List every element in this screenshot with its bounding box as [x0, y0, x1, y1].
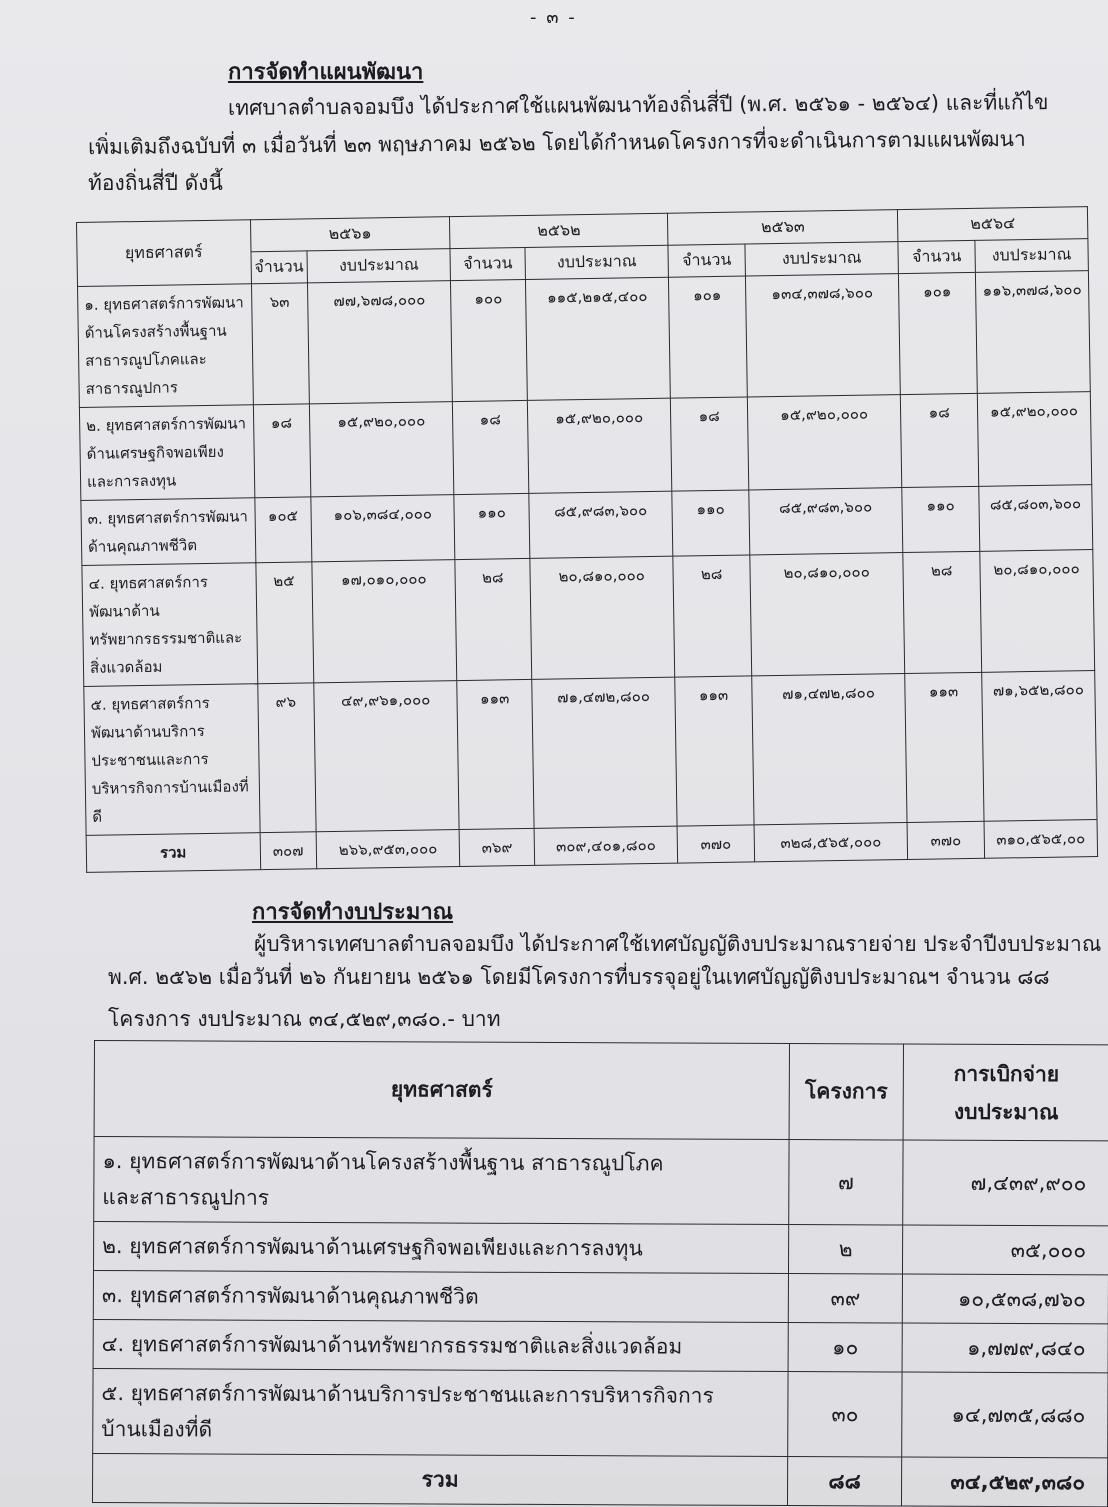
budget-cell: ๗๑,๔๗๒,๘๐๐	[752, 674, 908, 825]
budget-header: งบประมาณ	[307, 249, 451, 283]
plan-line-3: ท้องถิ่นสี่ปี ดังนี้	[88, 171, 223, 195]
projects-cell: ๒	[789, 1225, 903, 1274]
disbursement-header-line-1: การเบิกจ่าย	[953, 1061, 1060, 1086]
budget-header: งบประมาณ	[745, 242, 899, 276]
count-cell: ๑๑๓	[675, 676, 754, 826]
projects-cell: ๗	[789, 1140, 903, 1225]
amount-cell: ๑,๗๗๙,๘๔๐	[902, 1323, 1108, 1373]
total-budget-cell: ๓๑๐,๕๖๕,๐๐	[984, 820, 1098, 859]
count-cell: ๑๑๐	[672, 490, 750, 556]
budget-cell: ๗๑,๖๕๒,๘๐๐	[982, 671, 1097, 822]
count-header: จำนวน	[898, 240, 975, 273]
count-cell: ๑๐๕	[254, 497, 312, 563]
table-row	[93, 1271, 1108, 1324]
count-cell: ๑๐๐	[451, 279, 528, 401]
budget-line-2: พ.ศ. ๒๕๖๒ เมื่อวันที่ ๒๖ กันยายน ๒๕๖๑ โดยมีโครงการที่บรรจุอยู่ในเทศบัญญัติงบประมาณฯ จำนวน ๘๘	[108, 965, 1050, 989]
total-label: รวม	[92, 1453, 787, 1505]
budget-header: งบประมาณ	[525, 245, 669, 279]
total-count-cell: ๓๖๙	[459, 828, 534, 866]
count-cell: ๑๐๑	[669, 276, 748, 398]
strategy-name: ๓. ยุทธศาสตร์การพัฒนาด้านคุณภาพชีวิต	[81, 498, 256, 566]
budget-cell: ๑๕,๙๒๐,๐๐๐	[977, 392, 1092, 487]
budget-cell: ๑๐๖,๓๘๔,๐๐๐	[311, 495, 455, 562]
table-row	[84, 671, 1097, 836]
count-cell: ๑๘	[901, 393, 979, 487]
year-header: ๒๕๖๔	[898, 207, 1088, 242]
table-row	[93, 1319, 1108, 1372]
total-row	[92, 1453, 1107, 1506]
projects-cell: ๓๙	[788, 1274, 902, 1323]
count-cell: ๑๘	[253, 404, 311, 498]
count-cell: ๑๘	[671, 397, 749, 491]
strategy-name: ๕. ยุทธศาสตร์การพัฒนาด้านบริการประชาชนและการบริหารกิจการบ้านเมืองที่ดี	[84, 684, 260, 836]
budget-cell: ๑๕,๙๒๐,๐๐๐	[747, 395, 902, 490]
projects-cell: ๑๐	[788, 1323, 902, 1372]
count-header: จำนวน	[450, 247, 525, 280]
strategy-name: ๓. ยุทธศาสตร์การพัฒนาด้านคุณภาพชีวิต	[93, 1271, 788, 1323]
total-amount-cell: ๓๔,๕๒๙,๓๘๐	[902, 1457, 1108, 1507]
table-row	[79, 392, 1091, 501]
count-header: จำนวน	[251, 251, 308, 284]
strategy-name: ๑. ยุทธศาสตร์การพัฒนาด้านโครงสร้างพื้นฐาน สาธารณูปโภคและสาธารณูปการ	[94, 1137, 789, 1225]
budget-cell: ๒๐,๘๑๐,๐๐๐	[750, 553, 905, 676]
total-budget-cell: ๓๐๙,๔๐๑,๘๐๐	[534, 826, 678, 865]
disbursement-header	[903, 1044, 1108, 1141]
budget-cell: ๔๙,๙๖๑,๐๐๐	[314, 681, 460, 832]
total-projects-cell: ๘๘	[788, 1457, 902, 1506]
table-row	[94, 1137, 1108, 1226]
plan-line-2: เพิ่มเติมถึงฉบับที่ ๓ เมื่อวันที่ ๒๓ พฤษภาคม ๒๕๖๒ โดยได้กำหนดโครงการที่จะดำเนินการตามแผนพัฒนา	[87, 126, 1026, 160]
strategy-name: ๔. ยุทธศาสตร์การพัฒนาด้านทรัพยากรธรรมชาติและสิ่งแวดล้อม	[82, 563, 257, 687]
strategy-name: ๒. ยุทธศาสตร์การพัฒนาด้านเศรษฐกิจพอเพียงและการลงทุน	[93, 1222, 788, 1274]
count-cell: ๑๑๐	[454, 493, 530, 559]
budget-cell: ๑๗,๐๑๐,๐๐๐	[312, 560, 457, 683]
count-cell: ๑๑๓	[905, 672, 984, 822]
count-cell: ๑๘	[453, 400, 529, 494]
total-budget-cell: ๒๖๖,๙๕๓,๐๐๐	[316, 830, 460, 869]
strategy-header: ยุทธศาสตร์	[77, 220, 252, 287]
development-plan-table	[76, 206, 1098, 873]
budget-header: งบประมาณ	[975, 239, 1089, 273]
total-count-cell: ๓๗๐	[907, 821, 984, 859]
budget-cell: ๗๗,๖๗๘,๐๐๐	[308, 281, 453, 404]
count-cell: ๒๘	[673, 555, 752, 677]
strategy-name: ๔. ยุทธศาสตร์การพัฒนาด้านทรัพยากรธรรมชาติและสิ่งแวดล้อม	[93, 1319, 788, 1371]
strategy-header: ยุทธศาสตร์	[94, 1041, 790, 1140]
budget-line-3: โครงการ งบประมาณ ๓๔,๕๒๙,๓๘๐.- บาท	[108, 1007, 501, 1031]
strategy-name: ๒. ยุทธศาสตร์การพัฒนาด้านเศรษฐกิจพอเพียงและการลงทุน	[79, 405, 254, 501]
count-cell: ๒๘	[903, 551, 982, 673]
projects-cell: ๓๐	[788, 1372, 902, 1457]
budget-cell: ๗๑,๔๗๒,๘๐๐	[532, 677, 678, 828]
budget-table	[92, 1040, 1108, 1507]
table-row	[78, 271, 1091, 408]
count-cell: ๙๖	[257, 683, 316, 833]
budget-cell: ๘๕,๙๘๓,๖๐๐	[529, 491, 673, 558]
strategy-name: ๕. ยุทธศาสตร์การพัฒนาด้านบริการประชาชนและการบริหารกิจการบ้านเมืองที่ดี	[93, 1368, 788, 1456]
amount-cell: ๓๕,๐๐๐	[903, 1225, 1108, 1275]
budget-cell: ๑๑๖,๓๗๘,๖๐๐	[975, 271, 1090, 394]
budget-cell: ๘๕,๙๘๓,๖๐๐	[749, 488, 903, 555]
plan-line-1: เทศบาลตำบลจอมบึง ได้ประกาศใช้แผนพัฒนาท้องถิ่นสี่ปี (พ.ศ. ๒๕๖๑ - ๒๕๖๔) และที่แก้ไข	[227, 90, 1049, 120]
amount-cell: ๑๐,๕๓๘,๗๖๐	[902, 1274, 1108, 1324]
table-row	[93, 1368, 1108, 1457]
count-cell: ๖๓	[251, 283, 309, 405]
amount-cell: ๑๔,๗๓๕,๘๘๐	[902, 1372, 1108, 1458]
year-header: ๒๕๖๑	[250, 217, 450, 252]
budget-heading: การจัดทำงบประมาณ	[252, 900, 454, 925]
table-row	[82, 550, 1095, 687]
budget-cell: ๘๕,๘๐๓,๖๐๐	[979, 485, 1093, 552]
budget-cell: ๑๓๔,๓๗๘,๖๐๐	[745, 274, 900, 397]
budget-cell: ๒๐,๘๑๐,๐๐๐	[530, 556, 675, 679]
year-header: ๒๕๖๒	[450, 213, 668, 248]
budget-line-1: ผู้บริหารเทศบาลตำบลจอมบึง ได้ประกาศใช้เทศบัญญัติงบประมาณรายจ่าย ประจำปีงบประมาณ	[254, 932, 1102, 956]
count-header: จำนวน	[668, 244, 745, 277]
count-cell: ๒๕	[255, 562, 313, 684]
total-budget-cell: ๓๒๘,๕๖๕,๐๐๐	[754, 823, 908, 862]
page-number: - ๓ -	[530, 7, 577, 28]
plan-heading: การจัดทำแผนพัฒนา	[228, 60, 424, 85]
amount-cell: ๗,๔๓๙,๙๐๐	[903, 1140, 1108, 1226]
table-row	[93, 1222, 1108, 1275]
disbursement-header-line-2: งบประมาณ	[953, 1099, 1059, 1124]
count-cell: ๒๘	[455, 558, 532, 680]
budget-cell: ๒๐,๘๑๐,๐๐๐	[980, 550, 1095, 673]
budget-cell: ๑๑๕,๒๑๕,๔๐๐	[525, 277, 670, 400]
projects-header: โครงการ	[789, 1044, 903, 1140]
budget-cell: ๑๕,๙๒๐,๐๐๐	[527, 398, 672, 493]
total-count-cell: ๓๗๐	[677, 825, 754, 863]
year-header: ๒๕๖๓	[668, 210, 898, 246]
strategy-name: ๑. ยุทธศาสตร์การพัฒนาด้านโครงสร้างพื้นฐาน สาธารณูปโภคและสาธารณูปการ	[78, 284, 253, 408]
count-cell: ๑๐๑	[899, 272, 978, 394]
total-label: รวม	[86, 833, 260, 873]
total-count-cell: ๓๐๗	[260, 832, 317, 870]
count-cell: ๑๑๓	[457, 679, 534, 829]
budget-cell: ๑๕,๙๒๐,๐๐๐	[309, 402, 454, 497]
count-cell: ๑๑๐	[902, 486, 980, 552]
